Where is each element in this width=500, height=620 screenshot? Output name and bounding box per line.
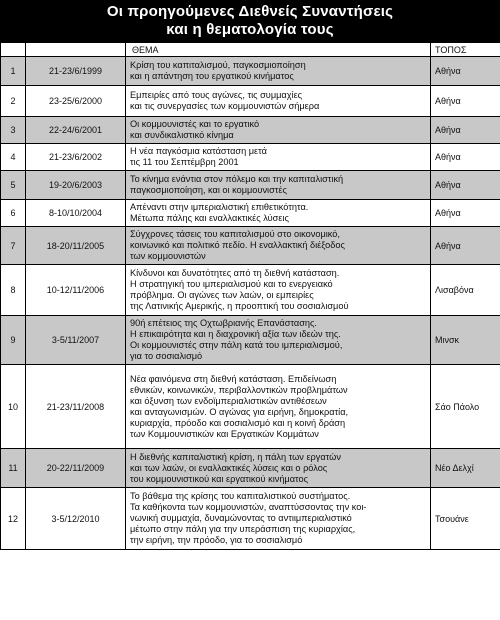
meeting-theme bbox=[126, 488, 431, 550]
theme-line: Η στρατηγική του ιμπεριαλισμού και το ενεργειακό bbox=[130, 279, 333, 289]
table-row bbox=[1, 171, 500, 200]
meetings-table bbox=[0, 42, 500, 550]
meeting-date: 21-23/6/2002 bbox=[26, 144, 126, 171]
theme-line: πρόβλημα. Οι αγώνες των λαών, οι εμπειρίες bbox=[130, 290, 314, 300]
meeting-theme bbox=[126, 144, 431, 171]
header-theme: ΘΕΜΑ bbox=[126, 43, 431, 57]
header-date bbox=[26, 43, 126, 57]
theme-line: εθνικών, κοινωνικών, περιβαλλοντικών προβλημάτων bbox=[130, 384, 348, 395]
theme-line: κοινωνικό και πολιτικό πεδίο. Η εναλλακτική διέξοδος bbox=[130, 240, 345, 250]
title-bar bbox=[0, 0, 500, 42]
meeting-theme bbox=[126, 171, 431, 200]
meeting-date: 19-20/6/2003 bbox=[26, 171, 126, 200]
theme-line: Εμπειρίες από τους αγώνες, τις συμμαχίες bbox=[130, 90, 303, 100]
meeting-theme bbox=[126, 200, 431, 227]
theme-line: Το κίνημα ενάντια στον πόλεμο και την καπιταλιστική bbox=[130, 174, 344, 184]
meeting-theme bbox=[126, 316, 431, 365]
theme-line: των Κομμουνιστικών και Εργατικών Κομμάτων bbox=[130, 428, 319, 439]
theme-line: για το σοσιαλισμό bbox=[130, 351, 203, 361]
theme-line: Η διεθνής καπιταλιστική κρίση, η πάλη των εργατών bbox=[130, 451, 341, 462]
table-row bbox=[1, 144, 500, 171]
meeting-place: Αθήνα bbox=[431, 171, 500, 200]
table-row bbox=[1, 117, 500, 144]
meeting-place: Νέο Δελχί bbox=[431, 449, 500, 488]
theme-line: των κομμουνιστών bbox=[130, 251, 206, 261]
table-row bbox=[1, 265, 500, 316]
theme-line: και των λαών, οι εναλλακτικές λύσεις και ο ρόλος bbox=[130, 462, 328, 473]
theme-line: Κρίση του καπιταλισμού, παγκοσμιοποίηση bbox=[130, 60, 306, 70]
meeting-place: Αθήνα bbox=[431, 144, 500, 171]
theme-line: παγκοσμιοποίηση, και οι κομμουνιστές bbox=[130, 185, 287, 195]
meeting-place: Σάο Πάολο bbox=[431, 365, 500, 449]
meeting-place: Αθήνα bbox=[431, 200, 500, 227]
meeting-date: 10-12/11/2006 bbox=[26, 265, 126, 316]
meeting-place: Τσουάνε bbox=[431, 488, 500, 550]
meeting-date: 18-20/11/2005 bbox=[26, 227, 126, 265]
row-number: 6 bbox=[1, 200, 26, 227]
theme-line: Σύγχρονες τάσεις του καπιταλισμού στο οικονομικό, bbox=[130, 229, 340, 239]
table-body bbox=[1, 57, 500, 550]
theme-line: Το βάθεμα της κρίσης του καπιταλιστικού συστήματος. bbox=[130, 491, 351, 501]
meeting-date: 22-24/6/2001 bbox=[26, 117, 126, 144]
theme-line: Κίνδυνοι και δυνατότητες από τη διεθνή κατάσταση. bbox=[130, 268, 340, 278]
meeting-theme bbox=[126, 449, 431, 488]
row-number: 9 bbox=[1, 316, 26, 365]
meeting-place: Αθήνα bbox=[431, 57, 500, 86]
table-row bbox=[1, 86, 500, 117]
meeting-date: 21-23/11/2008 bbox=[26, 365, 126, 449]
theme-line: 90ή επέτειος της Οχτωβριανής Επανάστασης. bbox=[130, 318, 317, 328]
table-row bbox=[1, 449, 500, 488]
table-row bbox=[1, 316, 500, 365]
theme-line: Η επικαιρότητα και η διαχρονική αξία των ιδεών της. bbox=[130, 329, 341, 339]
theme-line: την ειρήνη, την πρόοδο, για το σοσιαλισμό bbox=[130, 535, 303, 545]
theme-line: και τις συνεργασίες των κομμουνιστών σήμερα bbox=[130, 101, 320, 111]
meeting-date: 8-10/10/2004 bbox=[26, 200, 126, 227]
meeting-place: Αθήνα bbox=[431, 227, 500, 265]
meeting-theme bbox=[126, 365, 431, 449]
meeting-theme bbox=[126, 57, 431, 86]
meeting-date: 23-25/6/2000 bbox=[26, 86, 126, 117]
theme-line: Οι κομμουνιστές και το εργατικό bbox=[130, 119, 260, 129]
meeting-place: Αθήνα bbox=[431, 86, 500, 117]
header-place: ΤΟΠΟΣ bbox=[431, 43, 500, 57]
theme-line: και συνδικαλιστικό κίνημα bbox=[130, 130, 234, 140]
theme-line: Νέα φαινόμενα στη διεθνή κατάσταση. Επιδείνωση bbox=[130, 373, 337, 384]
table-header-row bbox=[1, 43, 500, 57]
meeting-date: 21-23/6/1999 bbox=[26, 57, 126, 86]
theme-line: Η νέα παγκόσμια κατάσταση μετά bbox=[130, 146, 267, 156]
theme-line: Μέτωπα πάλης και εναλλακτικές λύσεις bbox=[130, 213, 289, 223]
title-line-1: Οι προηγούμενες Διεθνείς Συναντήσεις bbox=[106, 3, 394, 20]
theme-line: νωνική συμμαχία, δυναμώνοντας το αντιιμπεριαλιστικό bbox=[130, 513, 352, 523]
table-row bbox=[1, 57, 500, 86]
title-line-2: και η θεματολογία τους bbox=[166, 21, 334, 38]
meeting-place: Λισαβόνα bbox=[431, 265, 500, 316]
row-number: 2 bbox=[1, 86, 26, 117]
theme-line: Απέναντι στην ιμπεριαλιστική επιθετικότητα. bbox=[130, 202, 309, 212]
meeting-theme bbox=[126, 227, 431, 265]
theme-line: τις 11 του Σεπτέμβρη 2001 bbox=[130, 157, 239, 167]
theme-line: του κομμουνιστικού και εργατικού κινήματος bbox=[130, 473, 309, 484]
row-number: 10 bbox=[1, 365, 26, 449]
row-number: 11 bbox=[1, 449, 26, 488]
theme-line: και όξυνση των ενδοϊμπεριαλιστικών αντιθέσεων bbox=[130, 395, 327, 406]
meeting-place: Αθήνα bbox=[431, 117, 500, 144]
table-row bbox=[1, 227, 500, 265]
theme-line: και ανταγωνισμών. Ο αγώνας για ειρήνη, δημοκρατία, bbox=[130, 406, 349, 417]
table-row bbox=[1, 365, 500, 449]
meeting-date: 20-22/11/2009 bbox=[26, 449, 126, 488]
theme-line: Οι κομμουνιστές στην πάλη κατά του ιμπεριαλισμού, bbox=[130, 340, 343, 350]
theme-line: και η απάντηση του εργατικού κινήματος bbox=[130, 71, 294, 81]
row-number: 3 bbox=[1, 117, 26, 144]
row-number: 7 bbox=[1, 227, 26, 265]
theme-line: Τα καθήκοντα των κομμουνιστών, αναπτύσσοντας την κοι- bbox=[130, 502, 367, 512]
row-number: 8 bbox=[1, 265, 26, 316]
row-number: 12 bbox=[1, 488, 26, 550]
row-number: 5 bbox=[1, 171, 26, 200]
meeting-theme bbox=[126, 86, 431, 117]
theme-line: κυριαρχία, πρόοδο και σοσιαλισμό και η κοινή δράση bbox=[130, 417, 346, 428]
meeting-theme bbox=[126, 265, 431, 316]
meeting-place: Μινσκ bbox=[431, 316, 500, 365]
meeting-date: 3-5/12/2010 bbox=[26, 488, 126, 550]
meeting-theme bbox=[126, 117, 431, 144]
theme-line: μέτωπο στην πάλη για την υπεράσπιση της κυριαρχίας, bbox=[130, 524, 356, 534]
header-num bbox=[1, 43, 26, 57]
row-number: 1 bbox=[1, 57, 26, 86]
table-row bbox=[1, 488, 500, 550]
meeting-date: 3-5/11/2007 bbox=[26, 316, 126, 365]
row-number: 4 bbox=[1, 144, 26, 171]
table-row bbox=[1, 200, 500, 227]
theme-line: της Λατινικής Αμερικής, η προοπτική του σοσιαλισμού bbox=[130, 301, 349, 311]
